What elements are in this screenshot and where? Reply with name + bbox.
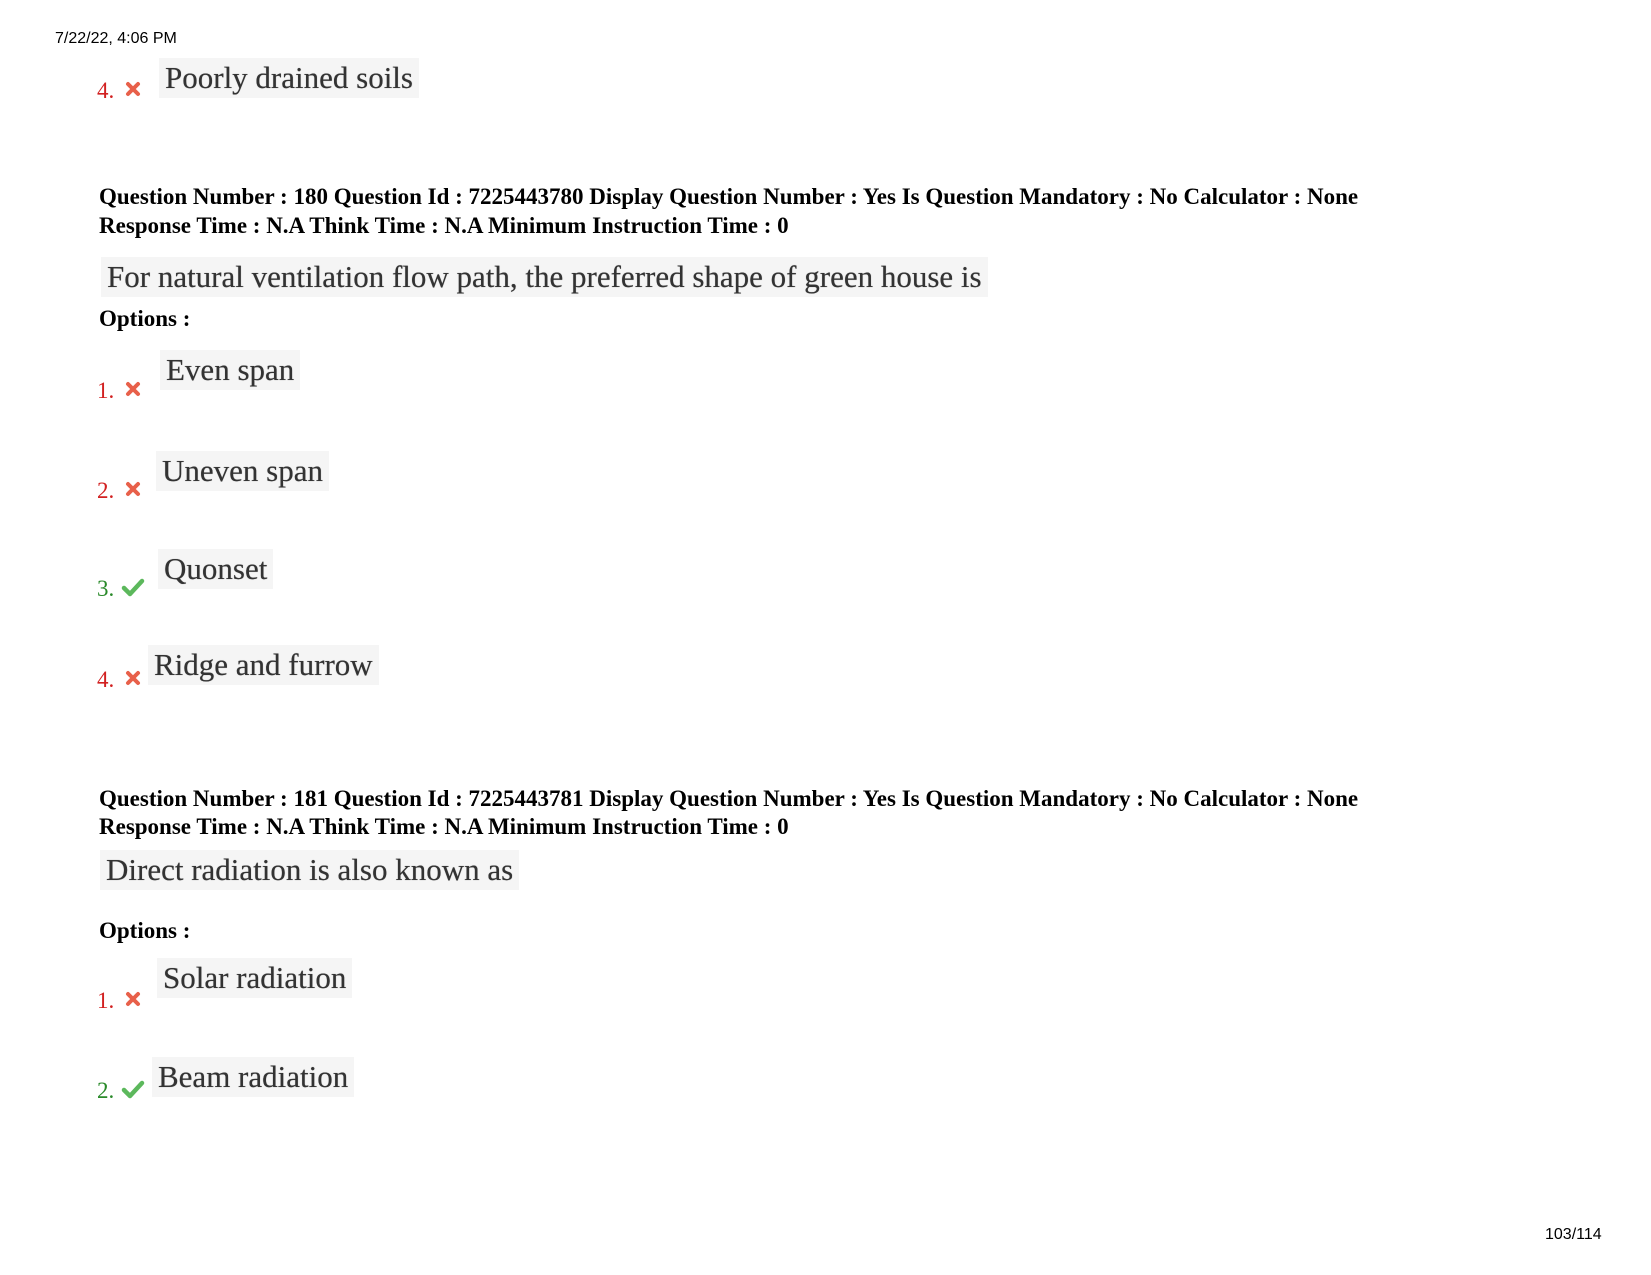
question-meta-line1: Question Number : 181 Question Id : 7225443781 Display Question Number : Yes Is Question Mandatory : No Calculator : None [99, 786, 1359, 811]
option-number: 1. [97, 378, 115, 403]
page-number: 103/114 [1545, 1226, 1602, 1243]
option-number: 2. [97, 478, 115, 503]
option-number: 1. [97, 988, 115, 1013]
cross-icon [122, 78, 144, 100]
question-meta-line2: Response Time : N.A Think Time : N.A Minimum Instruction Time : 0 [99, 814, 789, 839]
option-text: Even span [160, 350, 300, 390]
cross-icon [122, 378, 144, 400]
options-label: Options : [99, 306, 191, 331]
option-number: 4. [97, 78, 115, 103]
cross-icon [122, 478, 144, 500]
option-text: Poorly drained soils [159, 58, 419, 98]
option-number: 4. [97, 667, 115, 692]
option-number: 2. [97, 1078, 115, 1103]
cross-icon [122, 988, 144, 1010]
cross-icon [122, 667, 144, 689]
question-meta-line2: Response Time : N.A Think Time : N.A Minimum Instruction Time : 0 [99, 213, 789, 238]
option-text: Quonset [158, 549, 273, 589]
option-text: Beam radiation [152, 1057, 354, 1097]
option-text: Uneven span [156, 451, 329, 491]
option-number: 3. [97, 576, 115, 601]
option-text: Solar radiation [157, 958, 352, 998]
option-text: Ridge and furrow [148, 645, 379, 685]
print-timestamp: 7/22/22, 4:06 PM [55, 30, 177, 47]
question-meta-line1: Question Number : 180 Question Id : 7225443780 Display Question Number : Yes Is Question Mandatory : No Calculator : None [99, 184, 1359, 209]
question-text: Direct radiation is also known as [100, 850, 519, 890]
check-icon [121, 576, 145, 598]
options-label: Options : [99, 918, 191, 943]
check-icon [121, 1078, 145, 1100]
question-text: For natural ventilation flow path, the preferred shape of green house is [101, 257, 988, 297]
